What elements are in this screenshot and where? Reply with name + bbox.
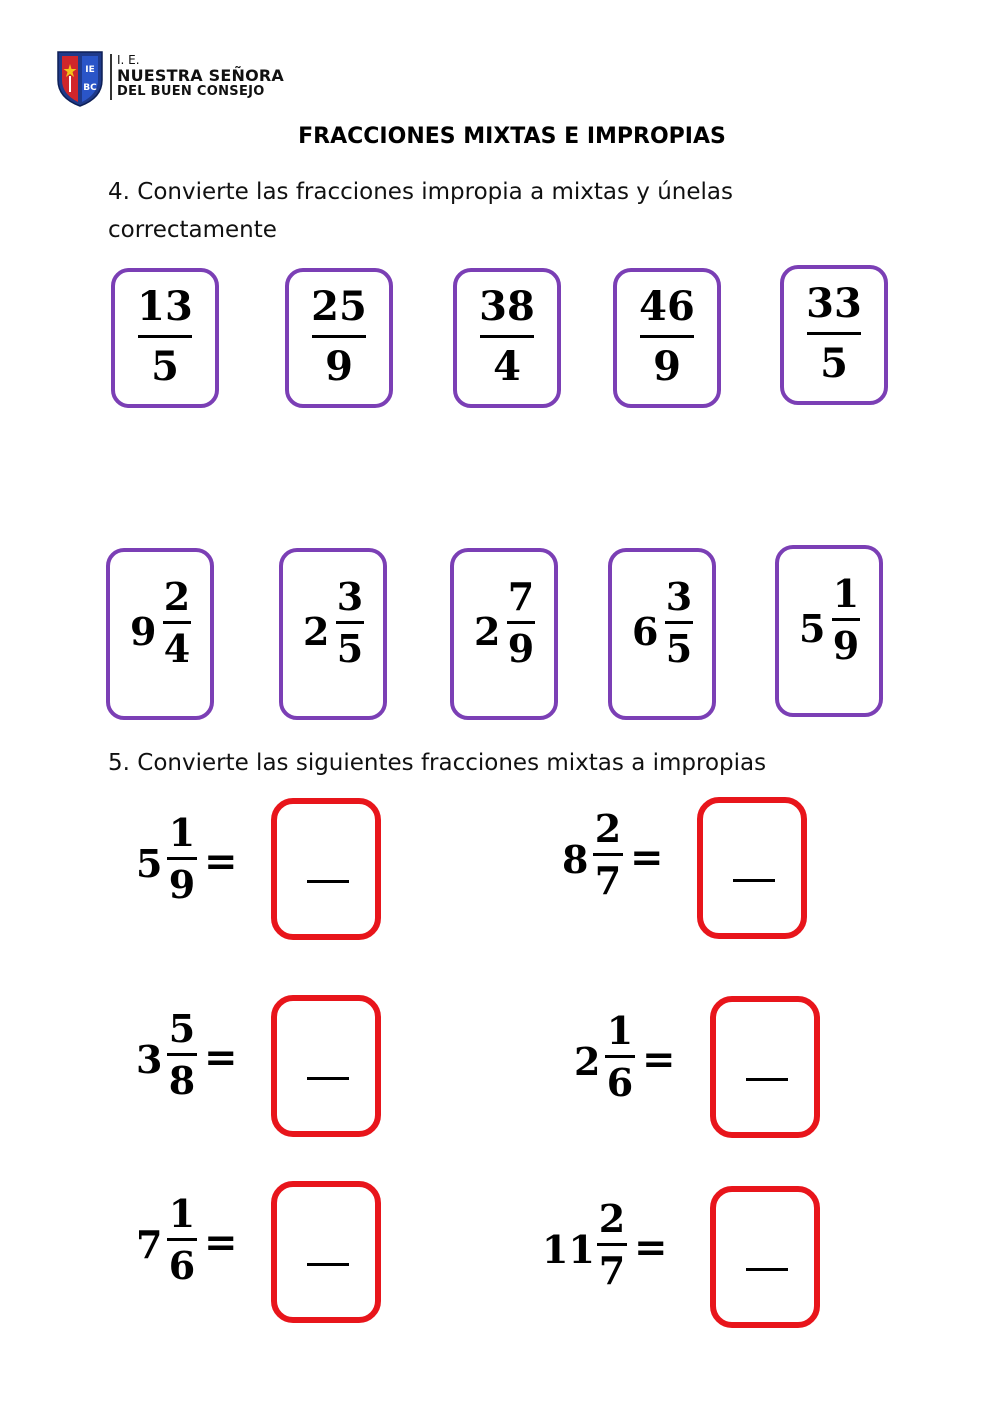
denominator: 9 <box>832 623 860 668</box>
denominator: 5 <box>151 343 179 390</box>
svg-text:BC: BC <box>83 83 97 93</box>
answer-fraction-line <box>746 1078 788 1081</box>
fraction <box>162 576 192 670</box>
answer-fraction-line <box>307 1263 349 1266</box>
improper-fraction-card[interactable] <box>613 268 721 408</box>
numerator: 1 <box>832 571 860 616</box>
improper-fraction-card[interactable] <box>111 268 219 408</box>
whole-number: 2 <box>574 1039 601 1084</box>
whole-number: 8 <box>562 837 589 882</box>
numerator: 2 <box>594 806 622 851</box>
whole-number: 11 <box>542 1227 595 1272</box>
numerator: 46 <box>639 283 695 330</box>
numerator: 1 <box>606 1008 634 1053</box>
mixed-to-improper-item <box>562 808 682 908</box>
equals-sign: = <box>204 1034 238 1081</box>
whole-number: 5 <box>799 606 826 651</box>
mixed-to-improper-item <box>542 1196 668 1298</box>
mixed-fraction-card[interactable] <box>775 545 883 717</box>
fraction-bar <box>480 335 534 338</box>
exercise5-instruction: 5. Convierte las siguientes fracciones mixtas a impropias <box>108 750 767 776</box>
answer-fraction-line <box>307 1077 349 1080</box>
denominator: 4 <box>493 343 521 390</box>
mixed-to-improper-item <box>136 812 256 912</box>
denominator: 5 <box>665 626 693 671</box>
denominator: 4 <box>163 626 191 671</box>
fraction-bar <box>807 332 861 335</box>
fraction-bar <box>163 621 191 624</box>
fraction <box>335 576 365 670</box>
numerator: 1 <box>168 810 196 855</box>
denominator: 5 <box>336 626 364 671</box>
fraction-bar <box>605 1055 635 1058</box>
denominator: 7 <box>594 858 622 903</box>
logo-divider <box>110 54 112 100</box>
denominator: 5 <box>820 340 848 387</box>
school-name <box>117 54 284 98</box>
mixed-fraction-card[interactable] <box>279 548 387 720</box>
numerator: 3 <box>336 574 364 619</box>
mixed-fraction-card[interactable] <box>106 548 214 720</box>
improper-fraction-card[interactable] <box>780 265 888 405</box>
fraction-bar <box>312 335 366 338</box>
denominator: 9 <box>325 343 353 390</box>
school-name-line1: NUESTRA SEÑORA <box>117 66 284 85</box>
fraction <box>166 1008 198 1102</box>
fraction <box>457 284 557 390</box>
mixed-to-improper-item <box>136 1193 256 1293</box>
numerator: 38 <box>479 283 535 330</box>
fraction <box>664 576 694 670</box>
answer-input-box[interactable] <box>271 1181 381 1323</box>
denominator: 6 <box>606 1060 634 1105</box>
numerator: 33 <box>806 280 862 327</box>
fraction-bar <box>593 853 623 856</box>
fraction <box>617 284 717 390</box>
denominator: 6 <box>168 1243 196 1288</box>
whole-number: 2 <box>474 609 501 654</box>
answer-input-box[interactable] <box>710 996 820 1138</box>
fraction-bar <box>167 1053 197 1056</box>
whole-number: 5 <box>136 841 163 886</box>
numerator: 2 <box>163 574 191 619</box>
fraction <box>166 812 198 906</box>
equals-sign: = <box>642 1036 676 1083</box>
answer-input-box[interactable] <box>710 1186 820 1328</box>
improper-fraction-card[interactable] <box>453 268 561 408</box>
whole-number: 6 <box>632 609 659 654</box>
fraction <box>592 808 624 902</box>
equals-sign: = <box>630 834 664 881</box>
fraction-bar <box>167 857 197 860</box>
fraction <box>115 284 215 390</box>
school-name-line2: DEL BUEN CONSEJO <box>117 84 265 99</box>
numerator: 25 <box>311 283 367 330</box>
fraction-bar <box>138 335 192 338</box>
answer-input-box[interactable] <box>697 797 807 939</box>
answer-fraction-line <box>746 1268 788 1271</box>
page-title: FRACCIONES MIXTAS E IMPROPIAS <box>298 124 726 149</box>
mixed-to-improper-item <box>136 1008 256 1108</box>
fraction <box>506 576 536 670</box>
fraction <box>166 1193 198 1287</box>
svg-text:IE: IE <box>85 65 95 75</box>
equals-sign: = <box>204 1219 238 1266</box>
fraction-bar <box>832 618 860 621</box>
denominator: 9 <box>168 862 196 907</box>
answer-fraction-line <box>307 880 349 883</box>
answer-input-box[interactable] <box>271 798 381 940</box>
denominator: 7 <box>598 1248 626 1293</box>
numerator: 1 <box>168 1191 196 1236</box>
fraction-bar <box>336 621 364 624</box>
denominator: 9 <box>653 343 681 390</box>
answer-input-box[interactable] <box>271 995 381 1137</box>
exercise4-instruction: 4. Convierte las fracciones impropia a mixtas y únelas correctamente <box>108 179 733 243</box>
school-shield-logo <box>56 50 104 108</box>
numerator: 3 <box>665 574 693 619</box>
fraction-bar <box>665 621 693 624</box>
numerator: 13 <box>137 283 193 330</box>
fraction <box>289 284 389 390</box>
answer-fraction-line <box>733 879 775 882</box>
fraction-bar <box>597 1243 627 1246</box>
equals-sign: = <box>634 1224 668 1271</box>
fraction-bar <box>640 335 694 338</box>
fraction-bar <box>167 1238 197 1241</box>
equals-sign: = <box>204 838 238 885</box>
denominator: 8 <box>168 1058 196 1103</box>
whole-number: 3 <box>136 1037 163 1082</box>
numerator: 5 <box>168 1006 196 1051</box>
mixed-to-improper-item <box>574 1010 694 1110</box>
fraction <box>604 1010 636 1104</box>
numerator: 7 <box>507 574 535 619</box>
whole-number: 2 <box>303 609 330 654</box>
whole-number: 7 <box>136 1222 163 1267</box>
denominator: 9 <box>507 626 535 671</box>
numerator: 2 <box>598 1196 626 1241</box>
fraction <box>831 573 861 667</box>
school-prefix: I. E. <box>117 53 140 67</box>
mixed-fraction-card[interactable] <box>608 548 716 720</box>
fraction <box>596 1198 628 1292</box>
mixed-fraction-card[interactable] <box>450 548 558 720</box>
fraction-bar <box>507 621 535 624</box>
improper-fraction-card[interactable] <box>285 268 393 408</box>
fraction <box>784 281 884 387</box>
whole-number: 9 <box>130 609 157 654</box>
